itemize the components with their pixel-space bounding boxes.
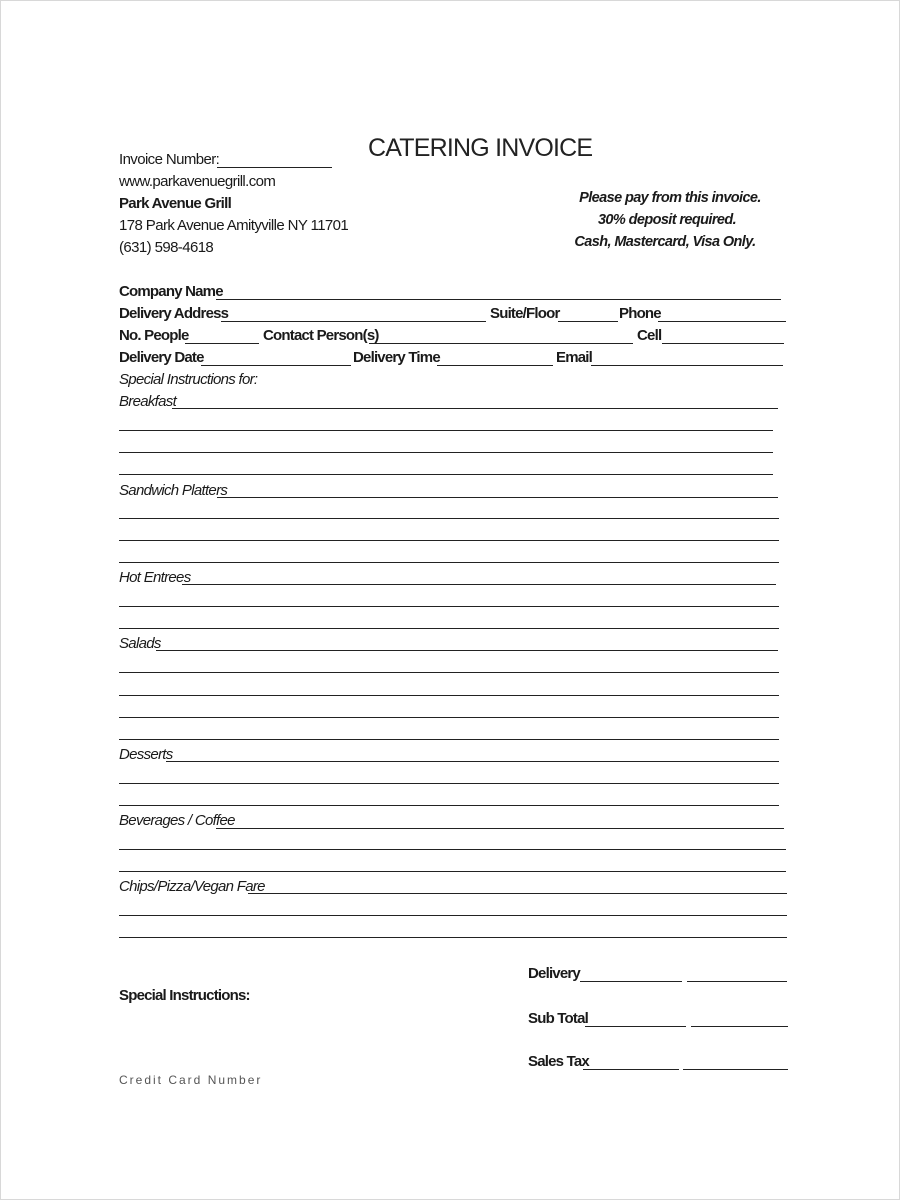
email-label: Email	[556, 349, 593, 366]
sandwich-line[interactable]	[119, 540, 779, 541]
delivery-amount-field[interactable]	[580, 981, 682, 982]
payment-note-line1: Please pay from this invoice.	[579, 190, 761, 206]
salads-line[interactable]	[119, 695, 779, 696]
website-text: www.parkavenuegrill.com	[119, 173, 276, 190]
invoice-number-label: Invoice Number:	[119, 151, 220, 168]
payment-note-line2: 30% deposit required.	[597, 212, 737, 228]
salads-line[interactable]	[119, 672, 779, 673]
delivery-amount-field[interactable]	[687, 981, 787, 982]
phone-label: Phone	[619, 305, 661, 322]
cell-field[interactable]	[662, 343, 784, 344]
cut-off-text	[119, 1073, 263, 1087]
contact-person-field[interactable]	[369, 343, 633, 344]
sub-total-label: Sub Total	[528, 1010, 589, 1027]
no-people-field[interactable]	[185, 343, 259, 344]
suite-floor-field[interactable]	[558, 321, 618, 322]
chips-line[interactable]	[248, 893, 787, 894]
beverages-label: Beverages / Coffee	[119, 812, 235, 829]
delivery-address-label: Delivery Address	[119, 305, 229, 322]
desserts-line[interactable]	[119, 783, 779, 784]
beverages-line[interactable]	[119, 871, 786, 872]
sales-tax-label: Sales Tax	[528, 1053, 589, 1070]
phone-field[interactable]	[658, 321, 786, 322]
desserts-label: Desserts	[119, 746, 173, 763]
payment-note	[560, 187, 780, 253]
special-instructions-label: Special Instructions:	[119, 987, 250, 1004]
cell-label: Cell	[637, 327, 662, 344]
company-name-label: Company Name	[119, 283, 223, 300]
no-people-label: No. People	[119, 327, 189, 344]
delivery-date-label: Delivery Date	[119, 349, 204, 366]
breakfast-label: Breakfast	[119, 393, 177, 410]
breakfast-line[interactable]	[119, 474, 773, 475]
hot-entrees-line[interactable]	[119, 606, 779, 607]
beverages-line[interactable]	[119, 849, 786, 850]
beverages-line[interactable]	[216, 828, 784, 829]
email-field[interactable]	[591, 365, 783, 366]
hot-entrees-label: Hot Entrees	[119, 569, 191, 586]
delivery-time-label: Delivery Time	[353, 349, 440, 366]
sub-total-field[interactable]	[691, 1026, 788, 1027]
chips-label: Chips/Pizza/Vegan Fare	[119, 878, 265, 895]
delivery-date-field[interactable]	[201, 365, 351, 366]
sandwich-line[interactable]	[119, 562, 779, 563]
salads-line[interactable]	[119, 739, 779, 740]
salads-label: Salads	[119, 635, 161, 652]
breakfast-line[interactable]	[172, 408, 778, 409]
breakfast-line[interactable]	[119, 430, 773, 431]
desserts-line[interactable]	[166, 761, 779, 762]
hot-entrees-line[interactable]	[119, 628, 779, 629]
desserts-line[interactable]	[119, 805, 779, 806]
address-text: 178 Park Avenue Amityville NY 11701	[119, 217, 349, 234]
salads-line[interactable]	[156, 650, 778, 651]
suite-floor-label: Suite/Floor	[490, 305, 560, 322]
sandwich-line[interactable]	[119, 518, 779, 519]
delivery-label: Delivery	[528, 965, 580, 982]
invoice-number-field[interactable]	[217, 167, 332, 168]
company-name-text: Park Avenue Grill	[119, 195, 232, 212]
breakfast-line[interactable]	[119, 452, 773, 453]
hot-entrees-line[interactable]	[182, 584, 776, 585]
phone-text: (631) 598-4618	[119, 239, 214, 256]
chips-line[interactable]	[119, 915, 787, 916]
special-instructions-for-label: Special Instructions for:	[119, 371, 258, 388]
delivery-time-field[interactable]	[437, 365, 553, 366]
cut-off-text-inner: Credit Card Number	[119, 1073, 263, 1087]
delivery-address-field[interactable]	[221, 321, 486, 322]
sandwich-platters-label: Sandwich Platters	[119, 482, 228, 499]
contact-person-label: Contact Person(s)	[263, 327, 379, 344]
page-title: CATERING INVOICE	[368, 134, 593, 162]
payment-note-line3: Cash, Mastercard, Visa Only.	[574, 234, 756, 250]
salads-line[interactable]	[119, 717, 779, 718]
sandwich-line[interactable]	[217, 497, 778, 498]
sales-tax-field[interactable]	[683, 1069, 788, 1070]
sub-total-field[interactable]	[585, 1026, 686, 1027]
sales-tax-field[interactable]	[583, 1069, 679, 1070]
company-name-field[interactable]	[216, 299, 781, 300]
chips-line[interactable]	[119, 937, 787, 938]
